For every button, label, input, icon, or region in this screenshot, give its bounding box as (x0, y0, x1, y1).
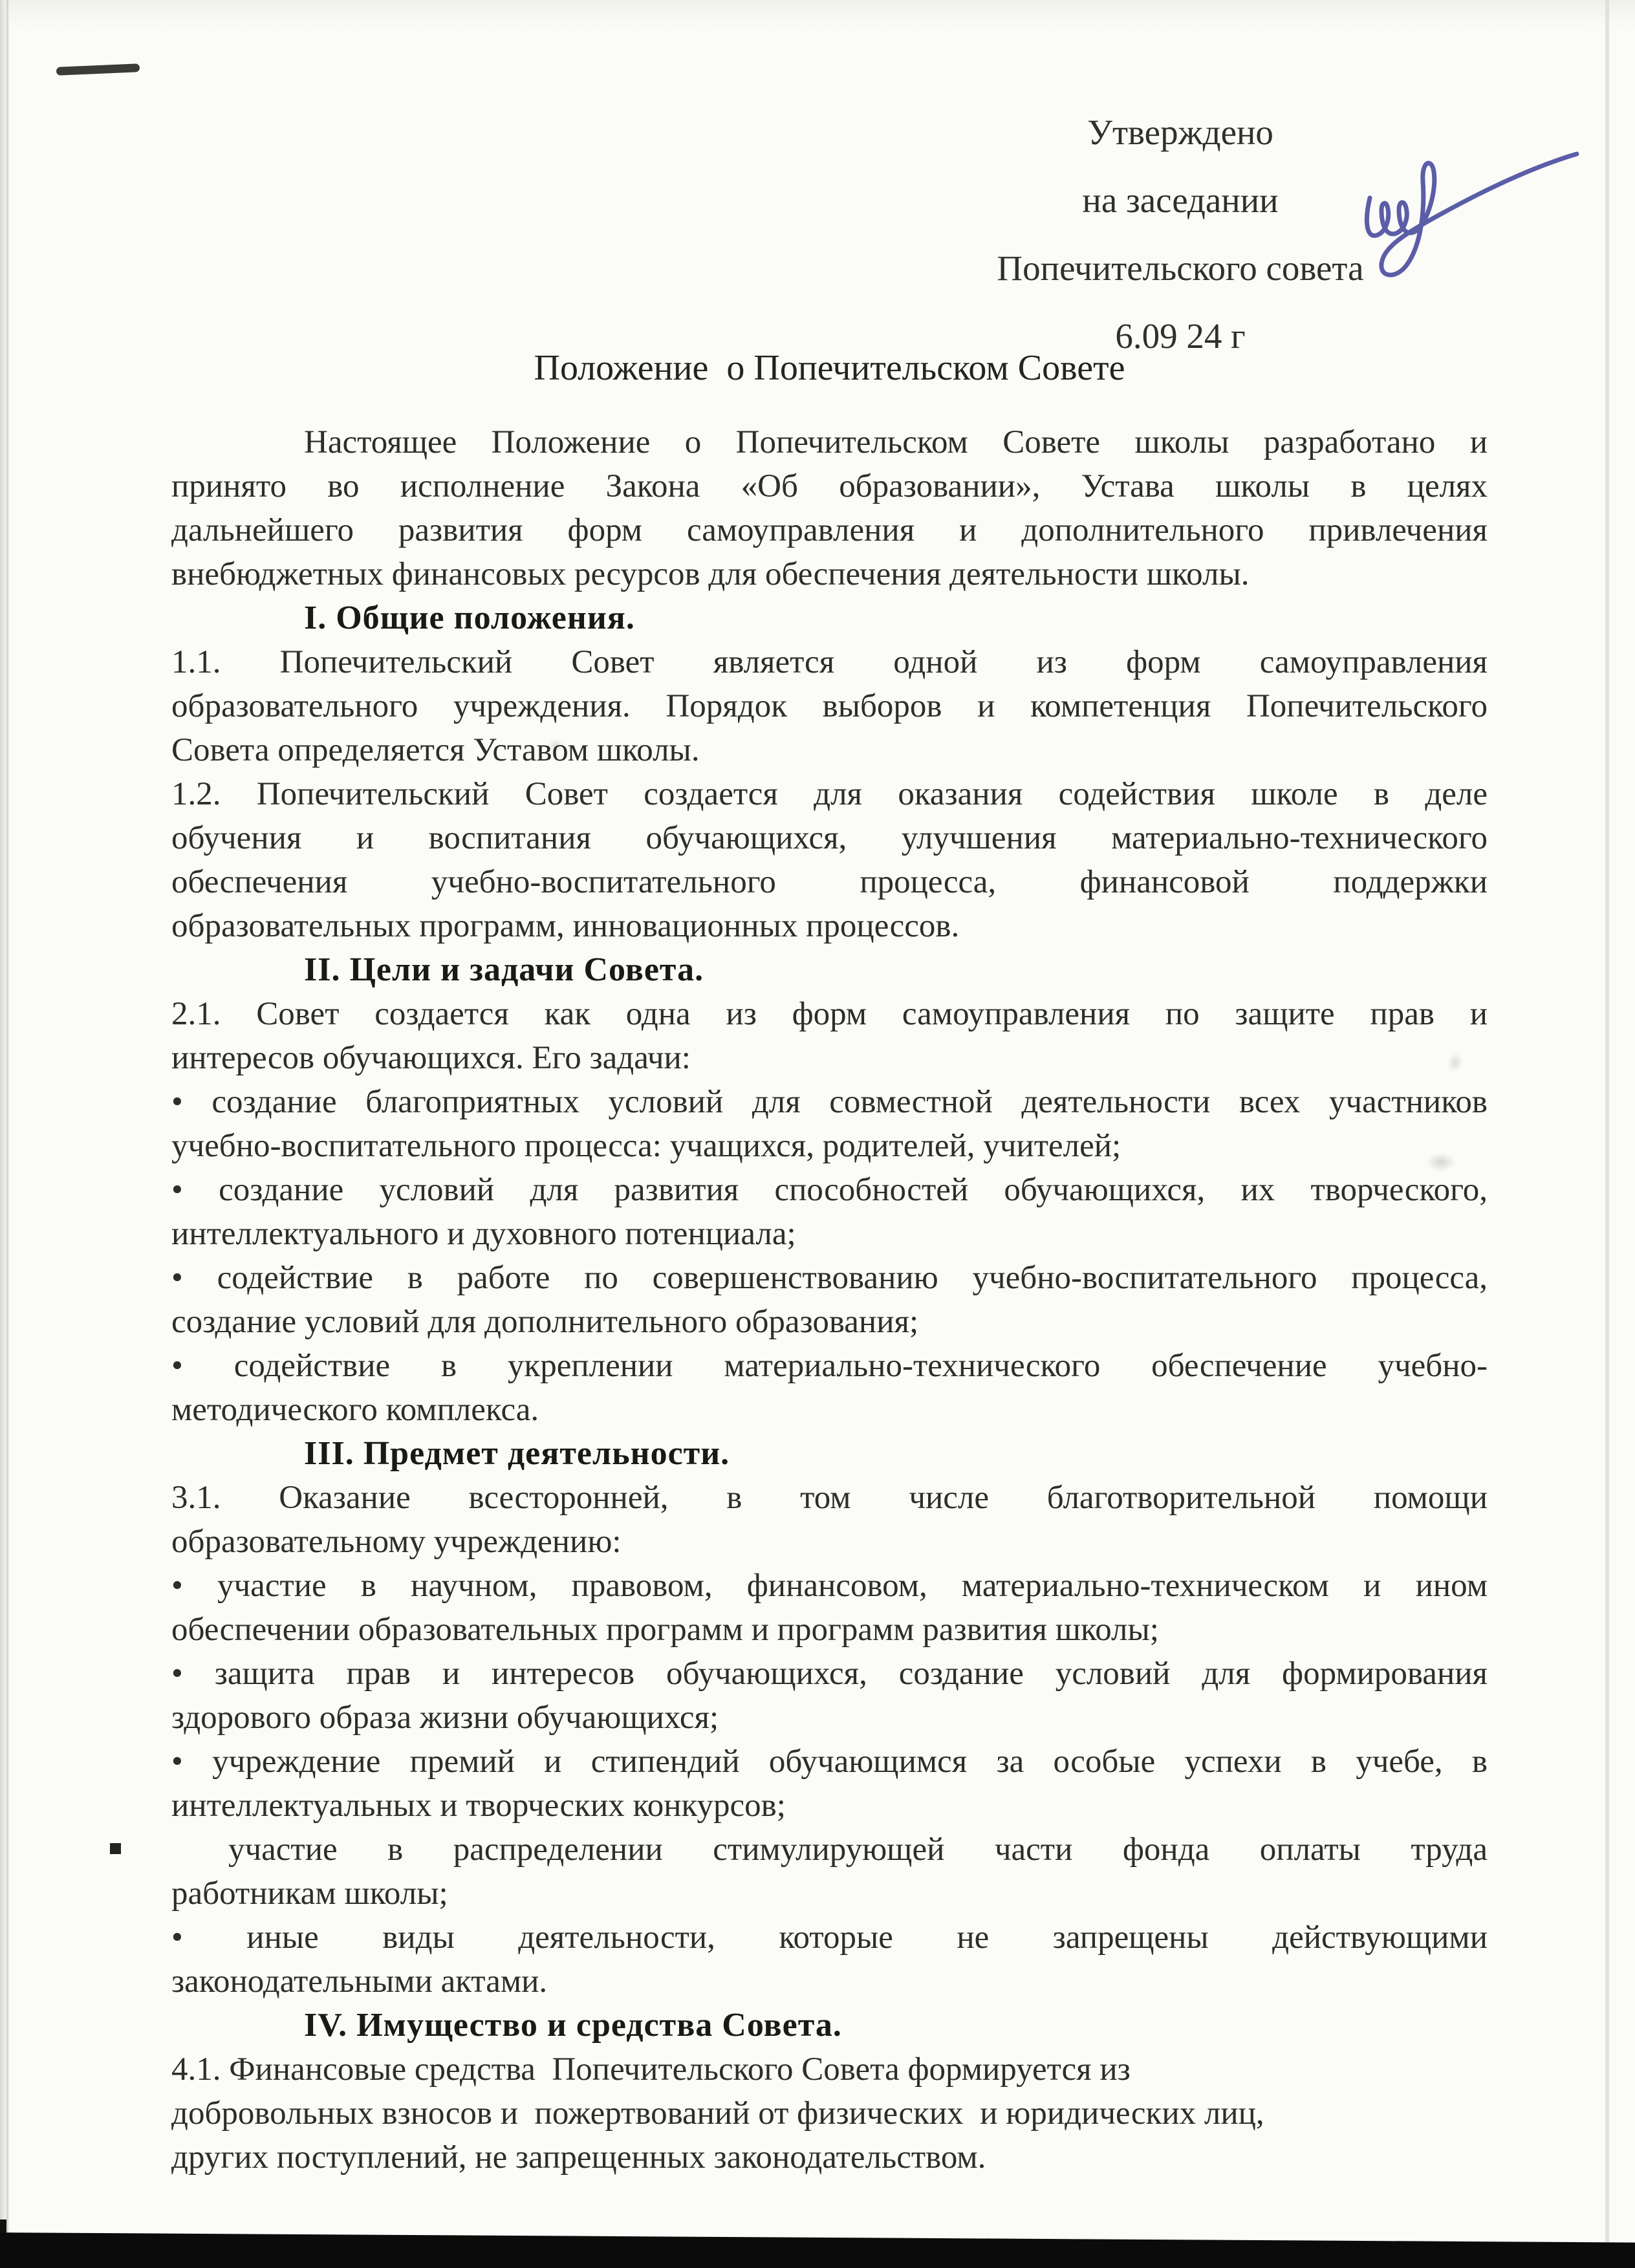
text-line: 3.1. Оказание всесторонней, в том числе благотворительной помощи (171, 1480, 1488, 1516)
text-line: законодательными актами. (171, 1963, 548, 2000)
section-heading (171, 1432, 1488, 1476)
text-line: интеллектуальных и творческих конкурсов; (171, 1787, 786, 1824)
text-line: образовательному учреждению: (171, 1524, 622, 1560)
text-line: 1.1. Попечительский Совет является одной из форм самоуправления (171, 644, 1488, 680)
text-line: 4.1. Финансовые средства Попечительского Совета формируется из (171, 2051, 1131, 2088)
text-line: • учреждение премий и стипендий обучающимся за особые успехи в учебе, в (171, 1744, 1488, 1780)
paragraph (171, 1256, 1488, 1344)
text-line: • участие в научном, правовом, финансовом, материально-техническом и ином (171, 1568, 1488, 1604)
scan-left-edge (0, 0, 10, 2268)
text-line: I. Общие положения. (304, 599, 635, 636)
section-heading (171, 596, 1488, 640)
text-line: образовательных программ, инновационных процессов. (171, 908, 960, 944)
text-line: обеспечения учебно-воспитательного процесса, финансовой поддержки (171, 864, 1488, 900)
paragraph (171, 1168, 1488, 1256)
text-line: принято во исполнение Закона «Об образовании», Устава школы в целях (171, 468, 1488, 504)
approval-line: Попечительского совета (997, 248, 1364, 288)
paragraph (171, 420, 1488, 596)
scan-top-shading (0, 0, 1635, 30)
paragraph (171, 640, 1488, 772)
text-line: других поступлений, не запрещенных законодательством. (171, 2139, 986, 2176)
paragraph (171, 2047, 1488, 2179)
text-line: методического комплекса. (171, 1392, 539, 1428)
section-heading (171, 2003, 1488, 2047)
text-line: 2.1. Совет создается как одна из форм самоуправления по защите прав и (171, 996, 1488, 1032)
text-line: интересов обучающихся. Его задачи: (171, 1040, 691, 1076)
text-line: • содействие в работе по совершенствованию учебно-воспитательного процесса, (171, 1260, 1488, 1296)
text-line: внебюджетных финансовых ресурсов для обеспечения деятельности школы. (171, 556, 1250, 592)
scan-left-edge-line (6, 0, 8, 2268)
text-line: работникам школы; (171, 1875, 448, 1912)
document-body (171, 420, 1488, 2179)
scan-bottom-black-bar (0, 2232, 1635, 2268)
paragraph (171, 1080, 1488, 1168)
text-line: 1.2. Попечительский Совет создается для оказания содействия школе в деле (171, 776, 1488, 812)
text-line: создание условий для дополнительного образования; (171, 1304, 919, 1340)
text-line: Настоящее Положение о Попечительском Совете школы разработано и (304, 424, 1488, 460)
scan-right-edge-line (1605, 0, 1609, 2268)
text-line: дальнейшего развития форм самоуправления и дополнительного привлечения (171, 512, 1488, 548)
paragraph (171, 1476, 1488, 1564)
text-line: добровольных взносов и пожертвований от физических и юридических лиц, (171, 2095, 1264, 2132)
text-line: образовательного учреждения. Порядок выборов и компетенция Попечительского (171, 688, 1488, 724)
text-line: участие в распределении стимулирующей части фонда оплаты труда (228, 1831, 1488, 1868)
approval-line: Утверждено (1087, 113, 1273, 152)
handwritten-signature-icon (1308, 147, 1582, 305)
margin-square-bullet (110, 1843, 121, 1854)
approval-line: 6.09 24 г (1115, 316, 1246, 356)
paragraph (171, 1828, 1488, 1916)
ink-dash-mark (56, 63, 140, 76)
text-line: IV. Имущество и средства Совета. (304, 2007, 842, 2044)
text-line: • содействие в укреплении материально-технического обеспечение учебно- (171, 1348, 1488, 1384)
text-line: II. Цели и задачи Совета. (304, 951, 704, 988)
approval-line: на заседании (1082, 180, 1279, 220)
paragraph (171, 1652, 1488, 1740)
text-line: • защита прав и интересов обучающихся, создание условий для формирования (171, 1656, 1488, 1692)
text-line: III. Предмет деятельности. (304, 1435, 730, 1472)
text-line: здорового образа жизни обучающихся; (171, 1700, 719, 1736)
text-line: • иные виды деятельности, которые не запрещены действующими (171, 1919, 1488, 1956)
text-line: • создание условий для развития способностей обучающихся, их творческого, (171, 1172, 1488, 1208)
paragraph (171, 1564, 1488, 1652)
paragraph (171, 772, 1488, 948)
paragraph (171, 1344, 1488, 1432)
section-heading (171, 948, 1488, 992)
text-line: учебно-воспитательного процесса: учащихся, родителей, учителей; (171, 1128, 1121, 1164)
text-line: • создание благоприятных условий для совместной деятельности всех участников (171, 1084, 1488, 1120)
paragraph (171, 992, 1488, 1080)
document-title: Положение о Попечительском Совете (534, 348, 1125, 388)
paragraph (171, 1740, 1488, 1828)
text-line: обеспечении образовательных программ и программ развития школы; (171, 1612, 1159, 1648)
text-line: обучения и воспитания обучающихся, улучшения материально-технического (171, 820, 1488, 856)
text-line: Совета определяется Уставом школы. (171, 732, 700, 768)
paragraph (171, 1916, 1488, 2003)
text-line: интеллектуального и духовного потенциала; (171, 1216, 796, 1252)
